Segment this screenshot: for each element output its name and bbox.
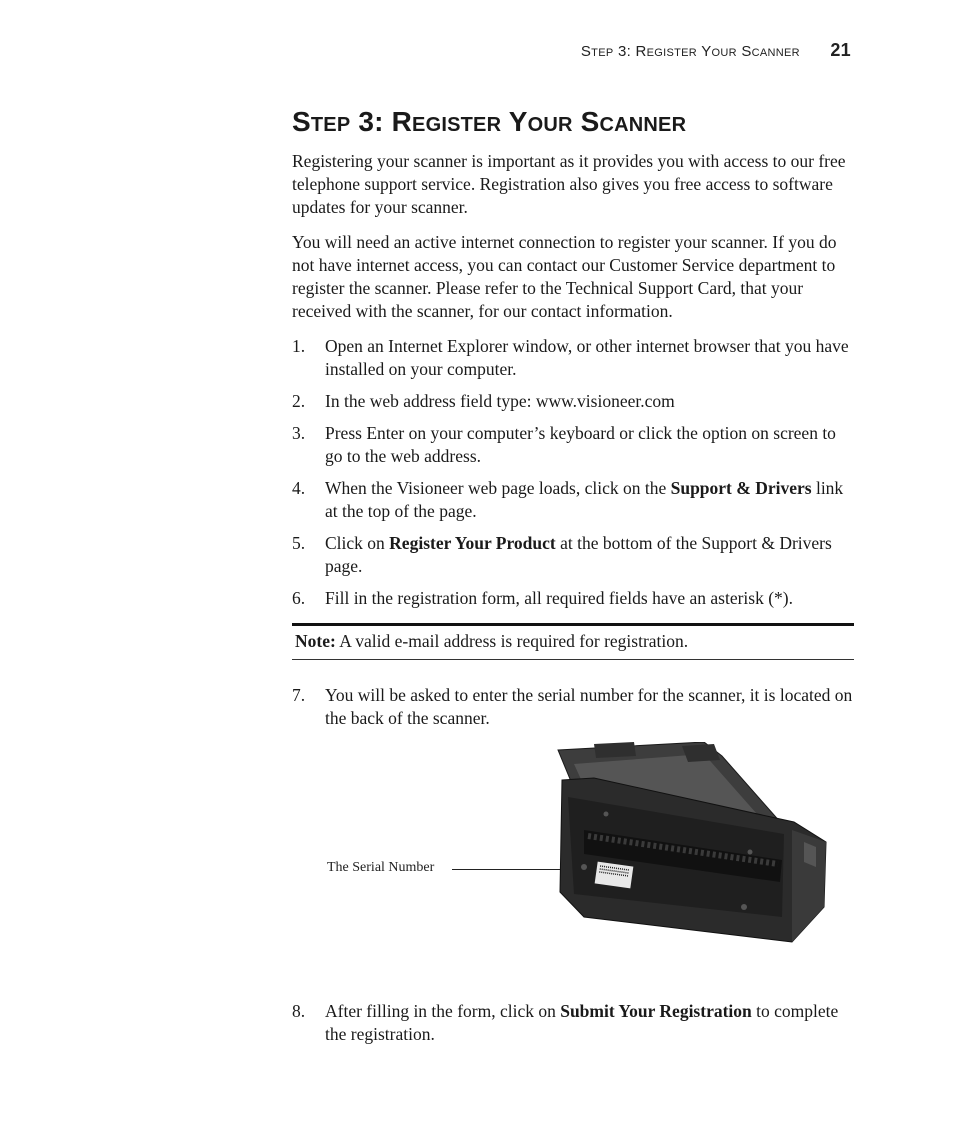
list-item-step-4 <box>292 477 854 523</box>
step-text-bold: Submit Your Registration <box>560 1001 752 1021</box>
lid-tab-right <box>682 744 720 762</box>
note-text: A valid e-mail address is required for registration. <box>335 631 689 651</box>
running-title: Step 3: Register Your Scanner <box>580 43 800 60</box>
note-label: Note: <box>295 631 336 651</box>
screw <box>604 812 609 817</box>
step-number: 8. <box>292 1001 306 1021</box>
list-item-step-7 <box>292 684 854 730</box>
steps-list-continued <box>292 684 854 730</box>
list-item-step-5 <box>292 532 854 578</box>
list-item-step-6 <box>292 587 854 610</box>
running-header <box>581 40 851 61</box>
list-item-step-8 <box>292 1000 854 1046</box>
note-box <box>292 623 854 660</box>
main-content <box>292 106 854 1055</box>
list-item-step-2 <box>292 390 854 413</box>
step-text: You will be asked to enter the serial number for the scanner, it is located on the back of the scanner. <box>325 685 853 728</box>
screw <box>741 904 747 910</box>
screw <box>581 864 587 870</box>
step-number: 7. <box>292 685 306 705</box>
intro-paragraph-2: You will need an active internet connection to register your scanner. If you do not have internet access, you can contact our Customer Service department to register the scanner. Please refer to the Technical Support Card, that your received with the scanner, for our contact information. <box>292 232 837 321</box>
step-text-bold: Support & Drivers <box>670 478 812 498</box>
step-text: In the web address field type: www.visioneer.com <box>325 391 675 411</box>
steps-list <box>292 335 854 610</box>
step-number: 6. <box>292 588 306 608</box>
list-item-step-3 <box>292 422 854 468</box>
step-text: Press Enter on your computer’s keyboard or click the option on screen to go to the web address. <box>325 423 836 466</box>
page-number: 21 <box>830 40 851 60</box>
lid-tab-left <box>594 742 636 758</box>
scanner-back-illustration <box>554 742 834 947</box>
steps-list-final <box>292 1000 854 1046</box>
page-title: Step 3: Register Your Scanner <box>292 106 687 137</box>
step-text-pre: Click on <box>325 533 390 553</box>
step-number: 4. <box>292 478 306 498</box>
step-number: 2. <box>292 391 306 411</box>
list-item-step-1 <box>292 335 854 381</box>
screw <box>748 850 753 855</box>
scanner-figure <box>292 742 854 992</box>
intro-paragraph-1: Registering your scanner is important as it provides you with access to our free telephone support service. Registration also gives you free access to software updates for your scanner. <box>292 151 846 217</box>
step-number: 3. <box>292 423 306 443</box>
figure-caption: The Serial Number <box>327 860 435 875</box>
step-text-pre: After filling in the form, click on <box>325 1001 561 1021</box>
step-text-post: link at the top of the page. <box>325 478 844 521</box>
step-text: Open an Internet Explorer window, or other internet browser that you have installed on your computer. <box>325 336 849 379</box>
step-text-bold: Register Your Product <box>389 533 556 553</box>
step-text: Fill in the registration form, all required fields have an asterisk (*). <box>325 588 793 608</box>
step-text-pre: When the Visioneer web page loads, click on the <box>325 478 671 498</box>
step-number: 5. <box>292 533 306 553</box>
step-number: 1. <box>292 336 306 356</box>
step-text-post: to complete the registration. <box>325 1001 839 1044</box>
step-text-post: at the bottom of the Support & Drivers page. <box>325 533 832 576</box>
